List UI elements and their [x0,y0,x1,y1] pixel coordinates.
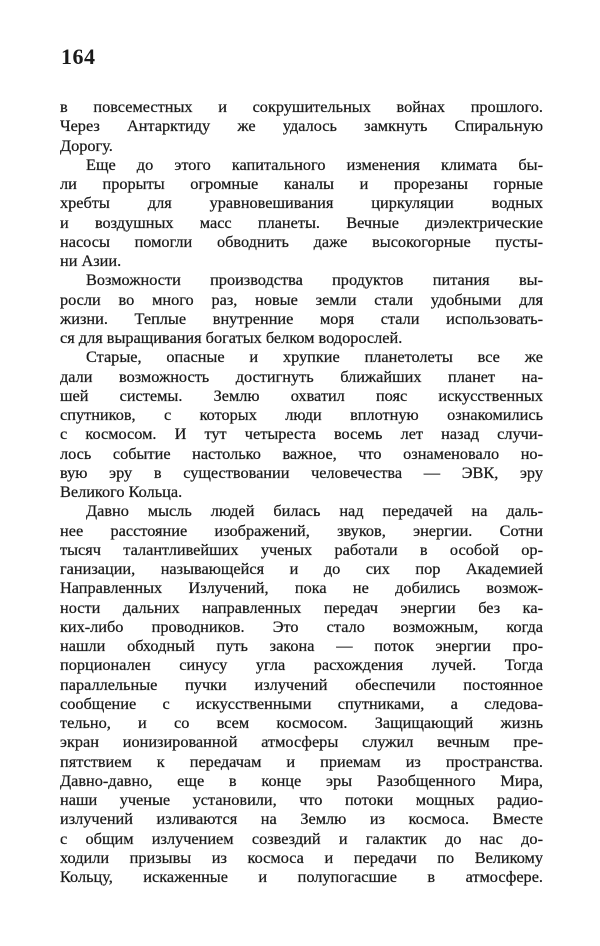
text-line: жизни. Теплые внутренние моря стали использовать- [60,308,543,328]
text-line: ганизации, называющейся и до сих пор Академией [60,559,543,578]
text-line: тельно, и со всем космосом. Защищающий жизнь [60,713,543,732]
text-line: спутников, с которых люди вплотную ознакомились [60,405,543,424]
text-line: тысяч талантливейших ученых работали в особой ор- [60,539,543,559]
text-line: и воздушных масс планеты. Вечные диэлектрические [60,212,543,232]
text-line: ся для выращивания богатых белком водорослей. [60,328,403,347]
paragraph [60,347,543,501]
text-line: Старые, опасные и хрупкие планетолеты все же [86,347,543,367]
text-line: ности дальних направленных передач энергии без ка- [60,597,543,617]
paragraph [60,270,543,347]
text-line: дали возможность достигнуть ближайших планет на- [60,366,543,386]
text-line: излучений изливаются на Землю из космоса. Вместе [60,809,543,829]
text-line: параллельные пучки излучений обеспечили постоянное [60,674,543,694]
text-line: ких-либо проводников. Это стало возможным, когда [60,616,543,636]
page-number: 164 [61,44,96,69]
text-line: ходили призывы из космоса и передачи по Великому [60,847,543,867]
paragraph [60,155,543,271]
text-line: Кольцу, искаженные и полупогасшие в атмосфере. [60,867,543,886]
text-line: наши ученые установили, что потоки мощных радио- [60,790,543,809]
text-line: росли во много раз, новые земли стали удобными для [60,289,543,309]
text-line: вую эру в существовании человечества — ЭВК, эру [60,462,543,482]
paragraph [60,97,543,155]
text-line: нашли обходный путь закона — поток энергии про- [60,636,543,655]
text-line: в повсеместных и сокрушительных войнах прошлого. [60,97,543,116]
text-line: экран ионизированной атмосферы служил вечным пре- [60,732,543,752]
text-line: Еще до этого капитального изменения климата бы- [86,154,543,174]
text-line: насосы помогли обводнить даже высокогорные пусты- [60,231,543,251]
text-line: пятствием к передачам и приемам из пространства. [60,751,543,771]
text-line: ли прорыты огромные каналы и прорезаны горные [60,174,543,193]
text-line: Через Антарктиду же удалось замкнуть Спиральную [60,116,543,136]
text-line: Дорогу. [60,135,113,155]
text-line: шей системы. Землю охватил пояс искусственных [60,385,543,405]
text-line: порционален синусу угла расхождения лучей. Тогда [60,655,543,675]
text-line: Возможности производства продуктов питания вы- [86,270,543,290]
text-line: хребты для уравновешивания циркуляции водных [60,193,543,213]
text-line: Давно-давно, еще в конце эры Разобщенного Мира, [60,770,543,790]
text-line: лось событие настолько важное, что ознаменовало но- [60,443,543,463]
text-line: Давно мысль людей билась над передачей на даль- [86,501,543,521]
text-line: сообщение с искусственными спутниками, а следова- [60,693,543,713]
text-line: Великого Кольца. [60,482,183,501]
body-text [60,97,543,886]
text-line: ни Азии. [60,251,122,270]
text-line: нее расстояние изображений, звуков, энергии. Сотни [60,520,543,540]
text-line: с космосом. И тут четыреста восемь лет назад случи- [60,424,543,444]
paragraph [60,501,543,886]
text-line: с общим излучением созвездий и галактик до нас до- [60,828,543,848]
text-line: Направленных Излучений, пока не добились возмож- [60,578,543,598]
